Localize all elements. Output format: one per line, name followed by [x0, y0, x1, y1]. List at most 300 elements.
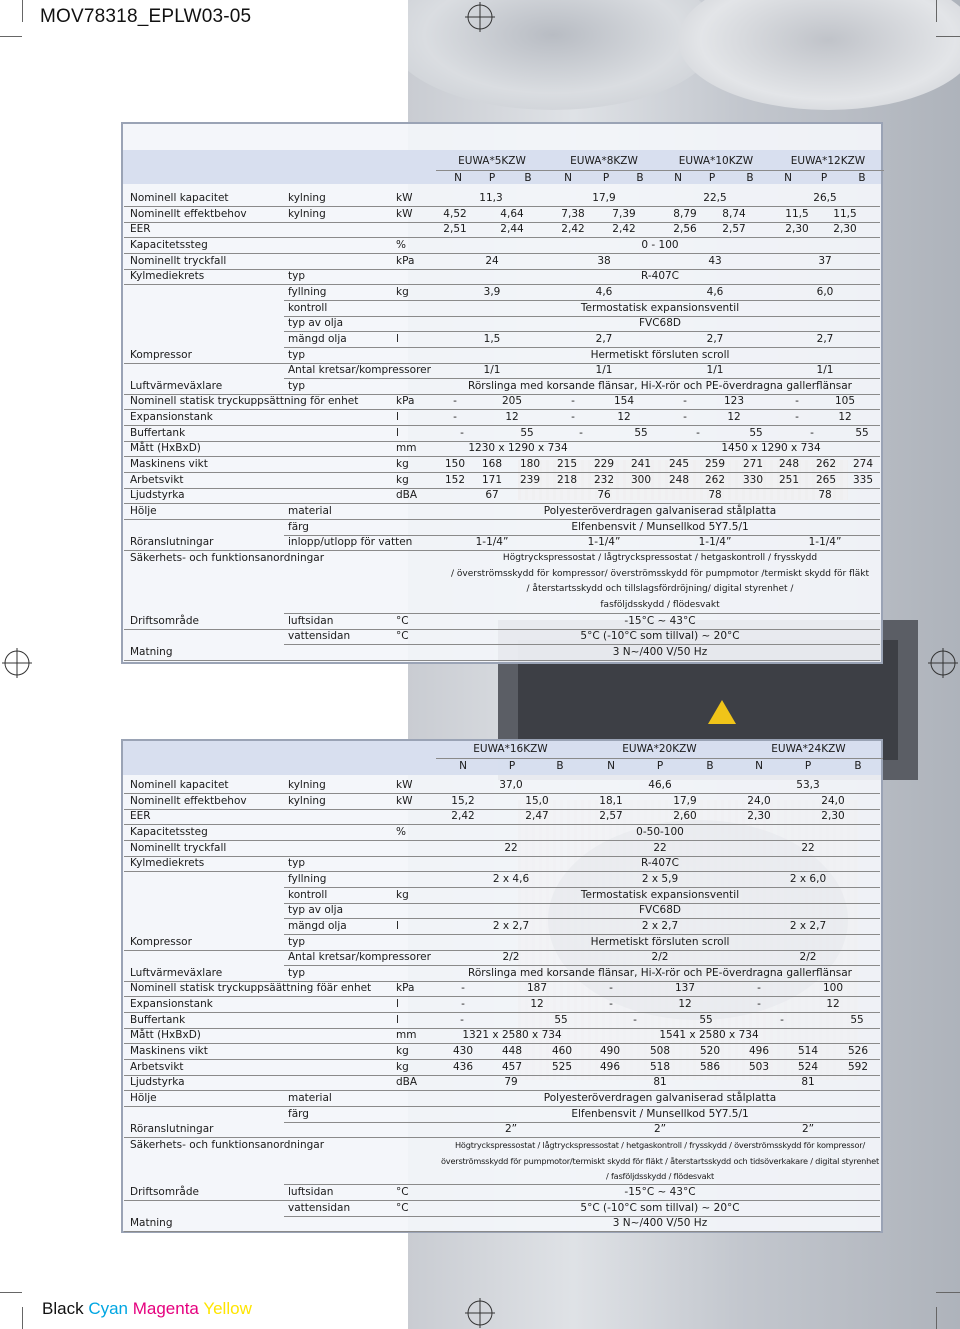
value-cell: 2,7 [706, 332, 724, 345]
row-sublabel: fyllning [288, 872, 327, 885]
row-label: Kylmediekrets [130, 857, 205, 870]
value-cell: 2” [653, 1123, 667, 1136]
value-cell: 137 [674, 982, 696, 995]
row-label: Driftsområde [130, 1185, 199, 1198]
row-unit: kg [396, 285, 409, 298]
variant-header-b: B [636, 172, 644, 184]
variant-header-p: P [488, 172, 496, 184]
color-label-magenta: Magenta [132, 1299, 199, 1318]
row-label: Nominellt effektbehov [130, 207, 247, 220]
value-cell: - [683, 411, 687, 424]
value-cell: - [757, 982, 761, 995]
row-label: Expansionstank [130, 998, 213, 1011]
row-divider [124, 1012, 880, 1013]
row-sublabel: Antal kretsar/kompressorer [288, 951, 431, 964]
value-cell: 2,44 [500, 223, 524, 236]
value-cell: 525 [551, 1060, 573, 1073]
value-cell: 79 [504, 1076, 518, 1089]
row-label: Nominell statisk tryckuppsättning för enhet [130, 395, 359, 408]
value-cell: FVC68D [639, 317, 681, 330]
row-label: Hölje [130, 505, 157, 517]
value-cell: 2 x 2,7 [641, 919, 679, 932]
row-label: Nominellt effektbehov [130, 794, 247, 807]
color-label-black: Black [42, 1299, 84, 1318]
value-cell: - [757, 998, 761, 1011]
value-cell: 55 [554, 1013, 568, 1026]
variant-header-n: N [459, 760, 467, 772]
crop-mark [0, 36, 22, 37]
value-cell: FVC68D [639, 904, 681, 917]
value-cell: 4,64 [500, 207, 524, 220]
variant-header-b: B [556, 760, 564, 772]
value-cell: 248 [668, 473, 690, 486]
value-cell: 490 [599, 1045, 621, 1058]
value-cell: 460 [551, 1045, 573, 1058]
value-cell: Rörslinga med korsande flänsar, Hi-X-rör och PE-överdragna gallerflänsar [468, 379, 852, 392]
value-cell: 430 [452, 1045, 474, 1058]
row-sublabel: färg [288, 520, 309, 533]
row-divider [124, 425, 880, 426]
row-label: Luftvärmeväxlare [130, 379, 223, 392]
row-divider [124, 629, 880, 630]
variant-header-n: N [755, 760, 763, 772]
value-cell: 24 [485, 254, 499, 267]
value-cell: 592 [847, 1060, 869, 1073]
row-divider [284, 347, 880, 348]
registration-mark-icon [928, 648, 958, 678]
row-unit: kW [396, 779, 413, 791]
row-sublabel: typ [288, 348, 305, 361]
row-unit: % [396, 825, 406, 838]
row-unit: l [396, 426, 399, 439]
value-cell: 1-1/4” [587, 536, 621, 549]
value-cell: 5°C (-10°C som tillval) ~ 20°C [580, 630, 740, 643]
value-cell: - [460, 1013, 464, 1026]
value-cell: 3 N~/400 V/50 Hz [612, 645, 708, 658]
value-cell: 8,74 [722, 207, 746, 220]
row-unit: l [396, 919, 399, 932]
value-cell: 67 [485, 489, 499, 502]
value-cell: 55 [699, 1013, 713, 1026]
variant-header-p: P [804, 760, 812, 772]
value-cell: 17,9 [592, 192, 616, 204]
value-cell: 1/1 [706, 364, 724, 377]
value-cell: 8,79 [673, 207, 697, 220]
row-label: Matning [130, 1217, 173, 1230]
row-divider [124, 253, 880, 254]
value-cell: 81 [653, 1076, 667, 1089]
value-cell: 1,5 [483, 332, 501, 345]
value-cell: 12 [727, 411, 741, 424]
value-cell: 1230 x 1290 x 734 [468, 442, 568, 455]
value-cell: 524 [797, 1060, 819, 1073]
value-cell: 503 [748, 1060, 770, 1073]
row-label: Kapacitetssteg [130, 825, 208, 838]
value-cell: 2 x 6,0 [789, 872, 827, 885]
row-unit: kg [396, 1045, 409, 1058]
row-divider [124, 660, 880, 661]
value-cell: Polyesteröverdragen galvaniserad stålplatta [543, 505, 777, 517]
row-unit: dBA [396, 1076, 418, 1089]
value-cell: 2 x 2,7 [492, 919, 530, 932]
row-sublabel: kontroll [288, 301, 328, 314]
value-cell: 37,0 [499, 779, 523, 791]
row-label: Matning [130, 645, 173, 658]
row-label: Buffertank [130, 1013, 186, 1026]
value-cell: 3 N~/400 V/50 Hz [612, 1217, 708, 1230]
model-header: EUWA*8KZW [570, 155, 638, 167]
value-cell: 2,42 [561, 223, 585, 236]
row-sublabel: kylning [288, 779, 326, 791]
registration-mark-icon [2, 648, 32, 678]
value-cell: 2,7 [595, 332, 613, 345]
model-header: EUWA*5KZW [458, 155, 526, 167]
value-cell: / överströmsskydd för kompressor/ överströmsskydd för pumpmotor /termiskt skydd för fläkt [451, 568, 869, 579]
variant-header-b: B [858, 172, 866, 184]
row-unit: l [396, 332, 399, 345]
value-cell: 1450 x 1290 x 734 [721, 442, 821, 455]
value-cell: 274 [852, 458, 874, 471]
value-cell: 436 [452, 1060, 474, 1073]
value-cell: 24,0 [747, 794, 771, 807]
value-cell: 12 [505, 411, 519, 424]
value-cell: / återstartsskydd och tillslagsfördröjning/ digital styrenhet / [526, 584, 794, 595]
value-cell: 2” [504, 1123, 518, 1136]
row-divider [124, 1231, 880, 1232]
value-cell: 46,6 [648, 779, 672, 791]
row-unit: kPa [396, 254, 415, 267]
value-cell: 586 [699, 1060, 721, 1073]
value-cell: 22 [801, 841, 815, 854]
value-cell: 15,2 [451, 794, 475, 807]
row-label: Expansionstank [130, 411, 213, 424]
row-sublabel: färg [288, 1107, 309, 1120]
value-cell: 241 [630, 458, 652, 471]
row-sublabel: luftsidan [288, 614, 334, 627]
value-cell: - [571, 411, 575, 424]
row-label: Nominell kapacitet [130, 192, 229, 204]
row-divider [436, 758, 883, 759]
row-unit: l [396, 998, 399, 1011]
value-cell: 232 [593, 473, 615, 486]
value-cell: / fasföljdsskydd / flödesvakt [605, 1171, 715, 1182]
value-cell: 2” [801, 1123, 815, 1136]
variant-header-n: N [564, 172, 572, 184]
value-cell: 496 [599, 1060, 621, 1073]
value-cell: 0 - 100 [641, 238, 679, 251]
value-cell: 152 [444, 473, 466, 486]
value-cell: 520 [699, 1045, 721, 1058]
row-divider [124, 284, 880, 285]
row-divider [284, 934, 880, 935]
row-unit: kg [396, 888, 409, 901]
row-sublabel: mängd olja [288, 332, 347, 345]
value-cell: 508 [649, 1045, 671, 1058]
value-cell: 12 [678, 998, 692, 1011]
variant-header-p: P [508, 760, 516, 772]
value-cell: - [609, 998, 613, 1011]
row-label: Kompressor [130, 348, 192, 361]
value-cell: 2/2 [799, 951, 817, 964]
value-cell: 12 [617, 411, 631, 424]
row-unit: kg [396, 1060, 409, 1073]
row-unit: kg [396, 473, 409, 486]
row-divider [124, 488, 880, 489]
value-cell: - [461, 998, 465, 1011]
row-unit: °C [396, 1201, 409, 1214]
row-unit: kW [396, 207, 413, 220]
value-cell: - [579, 426, 583, 439]
value-cell: -15°C ~ 43°C [624, 1185, 696, 1198]
value-cell: - [460, 426, 464, 439]
value-cell: 187 [526, 982, 548, 995]
row-divider [284, 613, 880, 614]
row-sublabel: Antal kretsar/kompressorer [288, 364, 431, 377]
value-cell: - [795, 411, 799, 424]
registration-mark-icon [465, 2, 495, 32]
value-cell: överströmsskydd för pumpmotor/termiskt skydd för fläkt / återstartsskydd och tidsöverkakare / digital styrenhet [441, 1155, 879, 1166]
value-cell: 26,5 [813, 192, 837, 204]
document-title: MOV78318_EPLW03-05 [40, 6, 252, 27]
value-cell: 2,30 [833, 223, 857, 236]
row-label: Ljudstyrka [130, 1076, 185, 1089]
value-cell: 518 [649, 1060, 671, 1073]
value-cell: - [683, 395, 687, 408]
row-unit: kg [396, 458, 409, 471]
value-cell: 248 [778, 458, 800, 471]
value-cell: 448 [501, 1045, 523, 1058]
value-cell: 1/1 [816, 364, 834, 377]
registration-mark-icon [465, 1298, 495, 1328]
value-cell: 81 [801, 1076, 815, 1089]
model-header: EUWA*12KZW [790, 155, 866, 167]
value-cell: 1/1 [483, 364, 501, 377]
value-cell: - [571, 395, 575, 408]
value-cell: 496 [748, 1045, 770, 1058]
row-divider [124, 856, 880, 857]
row-label: Buffertank [130, 426, 186, 439]
value-cell: 2,7 [816, 332, 834, 345]
value-cell: 262 [704, 473, 726, 486]
row-divider [124, 363, 880, 364]
value-cell: 55 [634, 426, 648, 439]
row-divider [124, 1200, 880, 1201]
variant-header-b: B [854, 760, 862, 772]
value-cell: 78 [708, 489, 722, 502]
row-unit: kW [396, 794, 413, 807]
value-cell: 2,30 [821, 810, 845, 823]
value-cell: 526 [847, 1045, 869, 1058]
row-label: Nominell statisk tryckuppsäättning föär enhet [130, 982, 372, 995]
crop-mark [0, 1292, 22, 1293]
row-label: Mått (HxBxD) [130, 1029, 201, 1042]
value-cell: Hermetiskt försluten scroll [590, 935, 730, 948]
row-label: Arbetsvikt [130, 1060, 184, 1073]
row-label: Maskinens vikt [130, 458, 208, 471]
value-cell: 7,39 [612, 207, 636, 220]
value-cell: 514 [797, 1045, 819, 1058]
value-cell: -15°C ~ 43°C [624, 614, 696, 627]
value-cell: 180 [519, 458, 541, 471]
crop-mark [22, 1307, 23, 1329]
variant-header-n: N [607, 760, 615, 772]
variant-header-n: N [674, 172, 682, 184]
model-header: EUWA*20KZW [622, 743, 697, 755]
value-cell: 171 [481, 473, 503, 486]
variant-header-p: P [656, 760, 664, 772]
crop-mark [936, 1307, 937, 1329]
value-cell: 55 [855, 426, 869, 439]
row-label: Maskinens vikt [130, 1045, 208, 1058]
value-cell: R-407C [640, 270, 680, 283]
row-unit: °C [396, 630, 409, 643]
value-cell: 205 [501, 395, 523, 408]
row-label: EER [130, 810, 151, 823]
row-sublabel: kylning [288, 192, 326, 204]
value-cell: 245 [668, 458, 690, 471]
crop-mark [936, 36, 960, 37]
value-cell: 330 [742, 473, 764, 486]
value-cell: 1-1/4” [808, 536, 842, 549]
value-cell: R-407C [640, 857, 680, 870]
value-cell: 2,57 [599, 810, 623, 823]
value-cell: 12 [826, 998, 840, 1011]
model-header: EUWA*24KZW [771, 743, 846, 755]
value-cell: 0-50-100 [636, 825, 684, 838]
value-cell: 150 [444, 458, 466, 471]
value-cell: 22 [504, 841, 518, 854]
crop-mark [936, 1292, 960, 1293]
row-unit: kW [396, 192, 413, 204]
value-cell: 1-1/4” [475, 536, 509, 549]
value-cell: 37 [818, 254, 832, 267]
value-cell: 168 [481, 458, 503, 471]
value-cell: 1541 x 2580 x 734 [659, 1029, 759, 1042]
value-cell: 1/1 [595, 364, 613, 377]
value-cell: 2,42 [612, 223, 636, 236]
color-label-cyan: Cyan [88, 1299, 128, 1318]
value-cell: 259 [704, 458, 726, 471]
value-cell: - [453, 411, 457, 424]
value-cell: 24,0 [821, 794, 845, 807]
row-divider [124, 237, 880, 238]
variant-header-p: P [602, 172, 610, 184]
row-divider [124, 519, 880, 520]
value-cell: 6,0 [816, 285, 834, 298]
value-cell: 11,3 [479, 192, 503, 204]
value-cell: 218 [556, 473, 578, 486]
row-label: Kompressor [130, 935, 192, 948]
value-cell: 1-1/4” [698, 536, 732, 549]
value-cell: 2,42 [451, 810, 475, 823]
value-cell: Elfenbensvit / Munsellkod 5Y7.5/1 [571, 520, 749, 533]
row-divider [124, 824, 880, 825]
value-cell: fasföljdsskydd / flödesvakt [600, 599, 720, 610]
value-cell: Polyesteröverdragen galvaniserad stålplatta [543, 1092, 777, 1104]
row-label: Nominell kapacitet [130, 779, 229, 791]
row-unit: mm [396, 1029, 417, 1042]
row-divider [124, 1075, 880, 1076]
row-divider [436, 170, 884, 171]
value-cell: 3,9 [483, 285, 501, 298]
value-cell: - [810, 426, 814, 439]
value-cell: 265 [815, 473, 837, 486]
value-cell: 12 [838, 411, 852, 424]
value-cell: 251 [778, 473, 800, 486]
model-header: EUWA*10KZW [678, 155, 754, 167]
value-cell: 5°C (-10°C som tillval) ~ 20°C [580, 1201, 740, 1214]
value-cell: 154 [613, 395, 635, 408]
value-cell: 2 x 2,7 [789, 919, 827, 932]
row-sublabel: luftsidan [288, 1185, 334, 1198]
row-sublabel: typ [288, 379, 305, 392]
value-cell: - [780, 1013, 784, 1026]
value-cell: Högtryckspressostat / lågtryckspressostat / hetgaskontroll / frysskydd [502, 552, 818, 563]
variant-header-p: P [820, 172, 828, 184]
row-unit: l [396, 411, 399, 424]
row-unit: % [396, 238, 406, 251]
value-cell: 100 [822, 982, 844, 995]
row-label: Nominellt tryckfall [130, 254, 227, 267]
value-cell: 55 [850, 1013, 864, 1026]
value-cell: 22,5 [703, 192, 727, 204]
variant-header-n: N [784, 172, 792, 184]
value-cell: 15,0 [525, 794, 549, 807]
value-cell: 11,5 [833, 207, 857, 220]
row-label: Driftsområde [130, 614, 199, 627]
row-sublabel: typ av olja [288, 317, 344, 330]
row-sublabel: material [288, 1092, 332, 1104]
row-sublabel: fyllning [288, 285, 327, 298]
row-label: Säkerhets- och funktionsanordningar [130, 551, 325, 564]
value-cell: 17,9 [673, 794, 697, 807]
value-cell: Hermetiskt försluten scroll [590, 348, 730, 361]
value-cell: 4,52 [443, 207, 467, 220]
variant-header-p: P [708, 172, 716, 184]
row-label: Kylmediekrets [130, 270, 205, 283]
row-sublabel: material [288, 505, 332, 517]
crop-mark [22, 0, 23, 22]
color-bar-legend [42, 1299, 252, 1319]
value-cell: 12 [530, 998, 544, 1011]
variant-header-b: B [524, 172, 532, 184]
model-header: EUWA*16KZW [473, 743, 548, 755]
value-cell: 271 [742, 458, 764, 471]
row-label: Mått (HxBxD) [130, 442, 201, 455]
row-sublabel: vattensidan [288, 630, 351, 643]
value-cell: 1321 x 2580 x 734 [462, 1029, 562, 1042]
row-divider [124, 269, 880, 270]
value-cell: 215 [556, 458, 578, 471]
row-label: Hölje [130, 1092, 157, 1104]
value-cell: 2,30 [747, 810, 771, 823]
value-cell: 38 [597, 254, 611, 267]
row-sublabel: kylning [288, 794, 326, 807]
value-cell: 2/2 [651, 951, 669, 964]
value-cell: 335 [852, 473, 874, 486]
row-divider [284, 1122, 880, 1123]
row-sublabel: kylning [288, 207, 326, 220]
value-cell: 18,1 [599, 794, 623, 807]
row-label: Kapacitetssteg [130, 238, 208, 251]
crop-mark [936, 0, 937, 22]
row-divider [284, 331, 880, 332]
value-cell: - [609, 982, 613, 995]
value-cell: 4,6 [595, 285, 613, 298]
value-cell: 2,47 [525, 810, 549, 823]
row-divider [284, 644, 880, 645]
row-divider [124, 1106, 880, 1107]
